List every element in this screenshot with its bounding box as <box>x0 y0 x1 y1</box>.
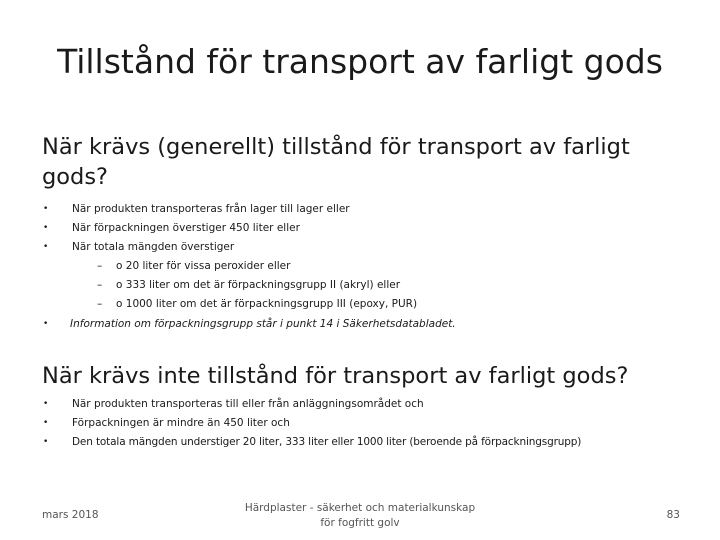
dash-icon: – <box>97 260 103 272</box>
bullet-icon: • <box>43 242 49 252</box>
dash-icon: – <box>97 279 103 291</box>
footer-title <box>230 501 490 531</box>
list-item: När produkten transporteras till eller från anläggningsområdet och <box>72 398 424 410</box>
sub-list-item: o 333 liter om det är förpackningsgrupp II (akryl) eller <box>116 279 401 291</box>
slide-title: Tillstånd för transport av farligt gods <box>57 42 663 81</box>
bullet-icon: • <box>43 437 49 447</box>
bullet-icon: • <box>43 418 49 428</box>
bullet-icon: • <box>43 319 49 329</box>
section-heading-not-required: När krävs inte tillstånd för transport av farligt gods? <box>42 363 629 389</box>
footer-title-line1: Härdplaster - säkerhet och materialkunskap <box>244 502 476 514</box>
dash-icon: – <box>97 298 103 310</box>
list-item: När totala mängden överstiger <box>72 241 235 253</box>
bullet-icon: • <box>43 399 49 409</box>
list-item: Den totala mängden understiger 20 liter, 333 liter eller 1000 liter (beroende på förpackningsgrupp) <box>72 436 582 448</box>
bullet-icon: • <box>43 223 49 233</box>
list-item: Förpackningen är mindre än 450 liter och <box>72 417 290 429</box>
bullet-icon: • <box>43 204 49 214</box>
list-item: När förpackningen överstiger 450 liter eller <box>72 222 300 234</box>
page-number: 83 <box>666 509 680 521</box>
footer-date: mars 2018 <box>42 509 99 521</box>
info-note: Information om förpackningsgrupp står i punkt 14 i Säkerhetsdatabladet. <box>70 318 456 330</box>
sub-list-item: o 1000 liter om det är förpackningsgrupp III (epoxy, PUR) <box>116 298 418 310</box>
footer-title-line2: för fogfritt golv <box>320 517 400 529</box>
sub-list-item: o 20 liter för vissa peroxider eller <box>116 260 291 272</box>
list-item: När produkten transporteras från lager till lager eller <box>72 203 350 215</box>
section-heading-required: När krävs (generellt) tillstånd för transport av farligt gods? <box>42 134 630 190</box>
